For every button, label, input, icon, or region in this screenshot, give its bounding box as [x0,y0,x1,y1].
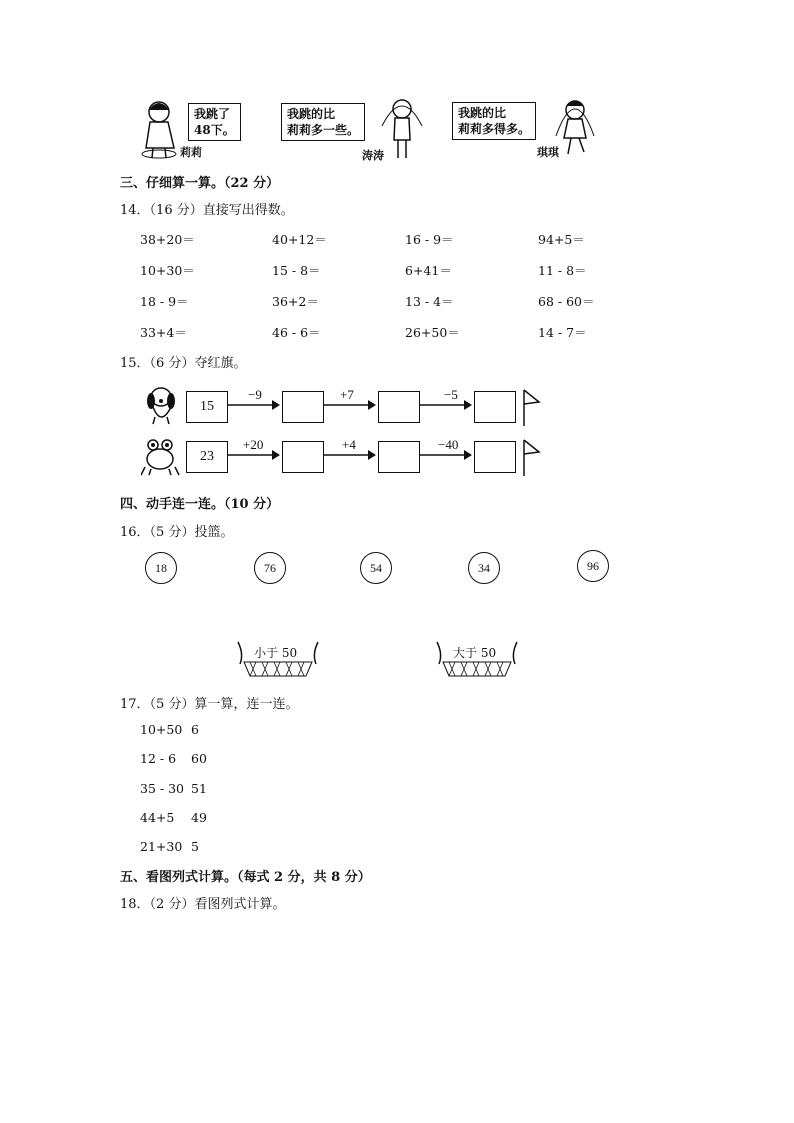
q15-row1-op3: −5 [444,387,458,402]
q17-result[interactable]: 60 [191,751,207,766]
q15-row2-op3: −40 [438,437,459,452]
q14-item: 16 - 9＝ [405,232,454,247]
q17-expression[interactable]: 35 - 30 [140,781,184,796]
q17-expression[interactable]: 10+50 [140,722,183,737]
q14-item: 36+2＝ [272,294,319,309]
q14-item: 14 - 7＝ [538,325,587,340]
basket-label-greater-than-50: 大于 50 [453,646,497,660]
lili-name: 莉莉 [180,146,202,159]
q17-result[interactable]: 6 [191,722,199,737]
q15-title: 15．（6 分）夺红旗。 [120,356,247,371]
section3-title: 三、仔细算一算。（22 分） [120,176,280,191]
q17-result[interactable]: 49 [191,810,207,825]
q14-item: 33+4＝ [140,325,187,340]
basket-label-less-than-50: 小于 50 [254,646,298,660]
basketball-icon[interactable]: 54 [360,552,392,584]
q15-row1-op1: −9 [248,387,262,402]
q17-expression[interactable]: 44+5 [140,810,175,825]
frog-icon [141,437,181,477]
q14-item: 10+30＝ [140,263,195,278]
section4-title: 四、动手连一连。（10 分） [120,497,280,512]
q14-item: 46 - 6＝ [272,325,321,340]
q17-expression[interactable]: 12 - 6 [140,751,177,766]
q17-result[interactable]: 5 [191,839,199,854]
q14-item: 18 - 9＝ [140,294,189,309]
q14-item: 40+12＝ [272,232,327,247]
q16-title: 16．（5 分）投篮。 [120,525,234,540]
q17-expression[interactable]: 21+30 [140,839,183,854]
q15-row2-answer-box[interactable] [474,441,516,473]
lili-speech-bubble: 我跳了 48下。 [188,103,241,141]
q14-item: 38+20＝ [140,232,195,247]
q14-item: 15 - 8＝ [272,263,321,278]
section5-title: 五、看图列式计算。（每式 2 分，共 8 分） [120,870,371,885]
basketball-icon[interactable]: 76 [254,552,286,584]
q14-item: 68 - 60＝ [538,294,595,309]
basketball-icon[interactable]: 34 [468,552,500,584]
q15-row1-answer-box[interactable] [378,391,420,423]
q15-row2-answer-box[interactable] [282,441,324,473]
taotao-figure-icon [380,96,424,160]
q15-row1-answer-box[interactable] [474,391,516,423]
q17-title: 17．（5 分）算一算，连一连。 [120,697,299,712]
q15-row2-answer-box[interactable] [378,441,420,473]
q17-result[interactable]: 51 [191,781,207,796]
taotao-name: 涛涛 [362,149,384,162]
q14-title: 14．（16 分）直接写出得数。 [120,203,294,218]
q14-item: 26+50＝ [405,325,460,340]
q15-row1-op2: +7 [340,387,354,402]
q18-title: 18．（2 分）看图列式计算。 [120,897,286,912]
q14-item: 11 - 8＝ [538,263,587,278]
q15-row2-op2: +4 [342,437,356,452]
dog-icon [143,383,179,425]
flag-icon [522,438,542,478]
flag-icon [522,388,542,428]
q14-item: 13 - 4＝ [405,294,454,309]
q15-row1-answer-box[interactable] [282,391,324,423]
q15-row1-start-box: 15 [186,391,228,423]
lili-figure-icon [140,98,182,160]
basketball-icon[interactable]: 18 [145,552,177,584]
basketball-icon[interactable]: 96 [577,550,609,582]
taotao-speech-bubble: 我跳的比 莉莉多一些。 [281,103,365,141]
q15-row2-start-box: 23 [186,441,228,473]
q15-row2-op1: +20 [243,437,264,452]
qiqi-name: 琪琪 [537,146,559,159]
q14-item: 6+41＝ [405,263,452,278]
qiqi-speech-bubble: 我跳的比 莉莉多得多。 [452,102,536,140]
q14-item: 94+5＝ [538,232,585,247]
